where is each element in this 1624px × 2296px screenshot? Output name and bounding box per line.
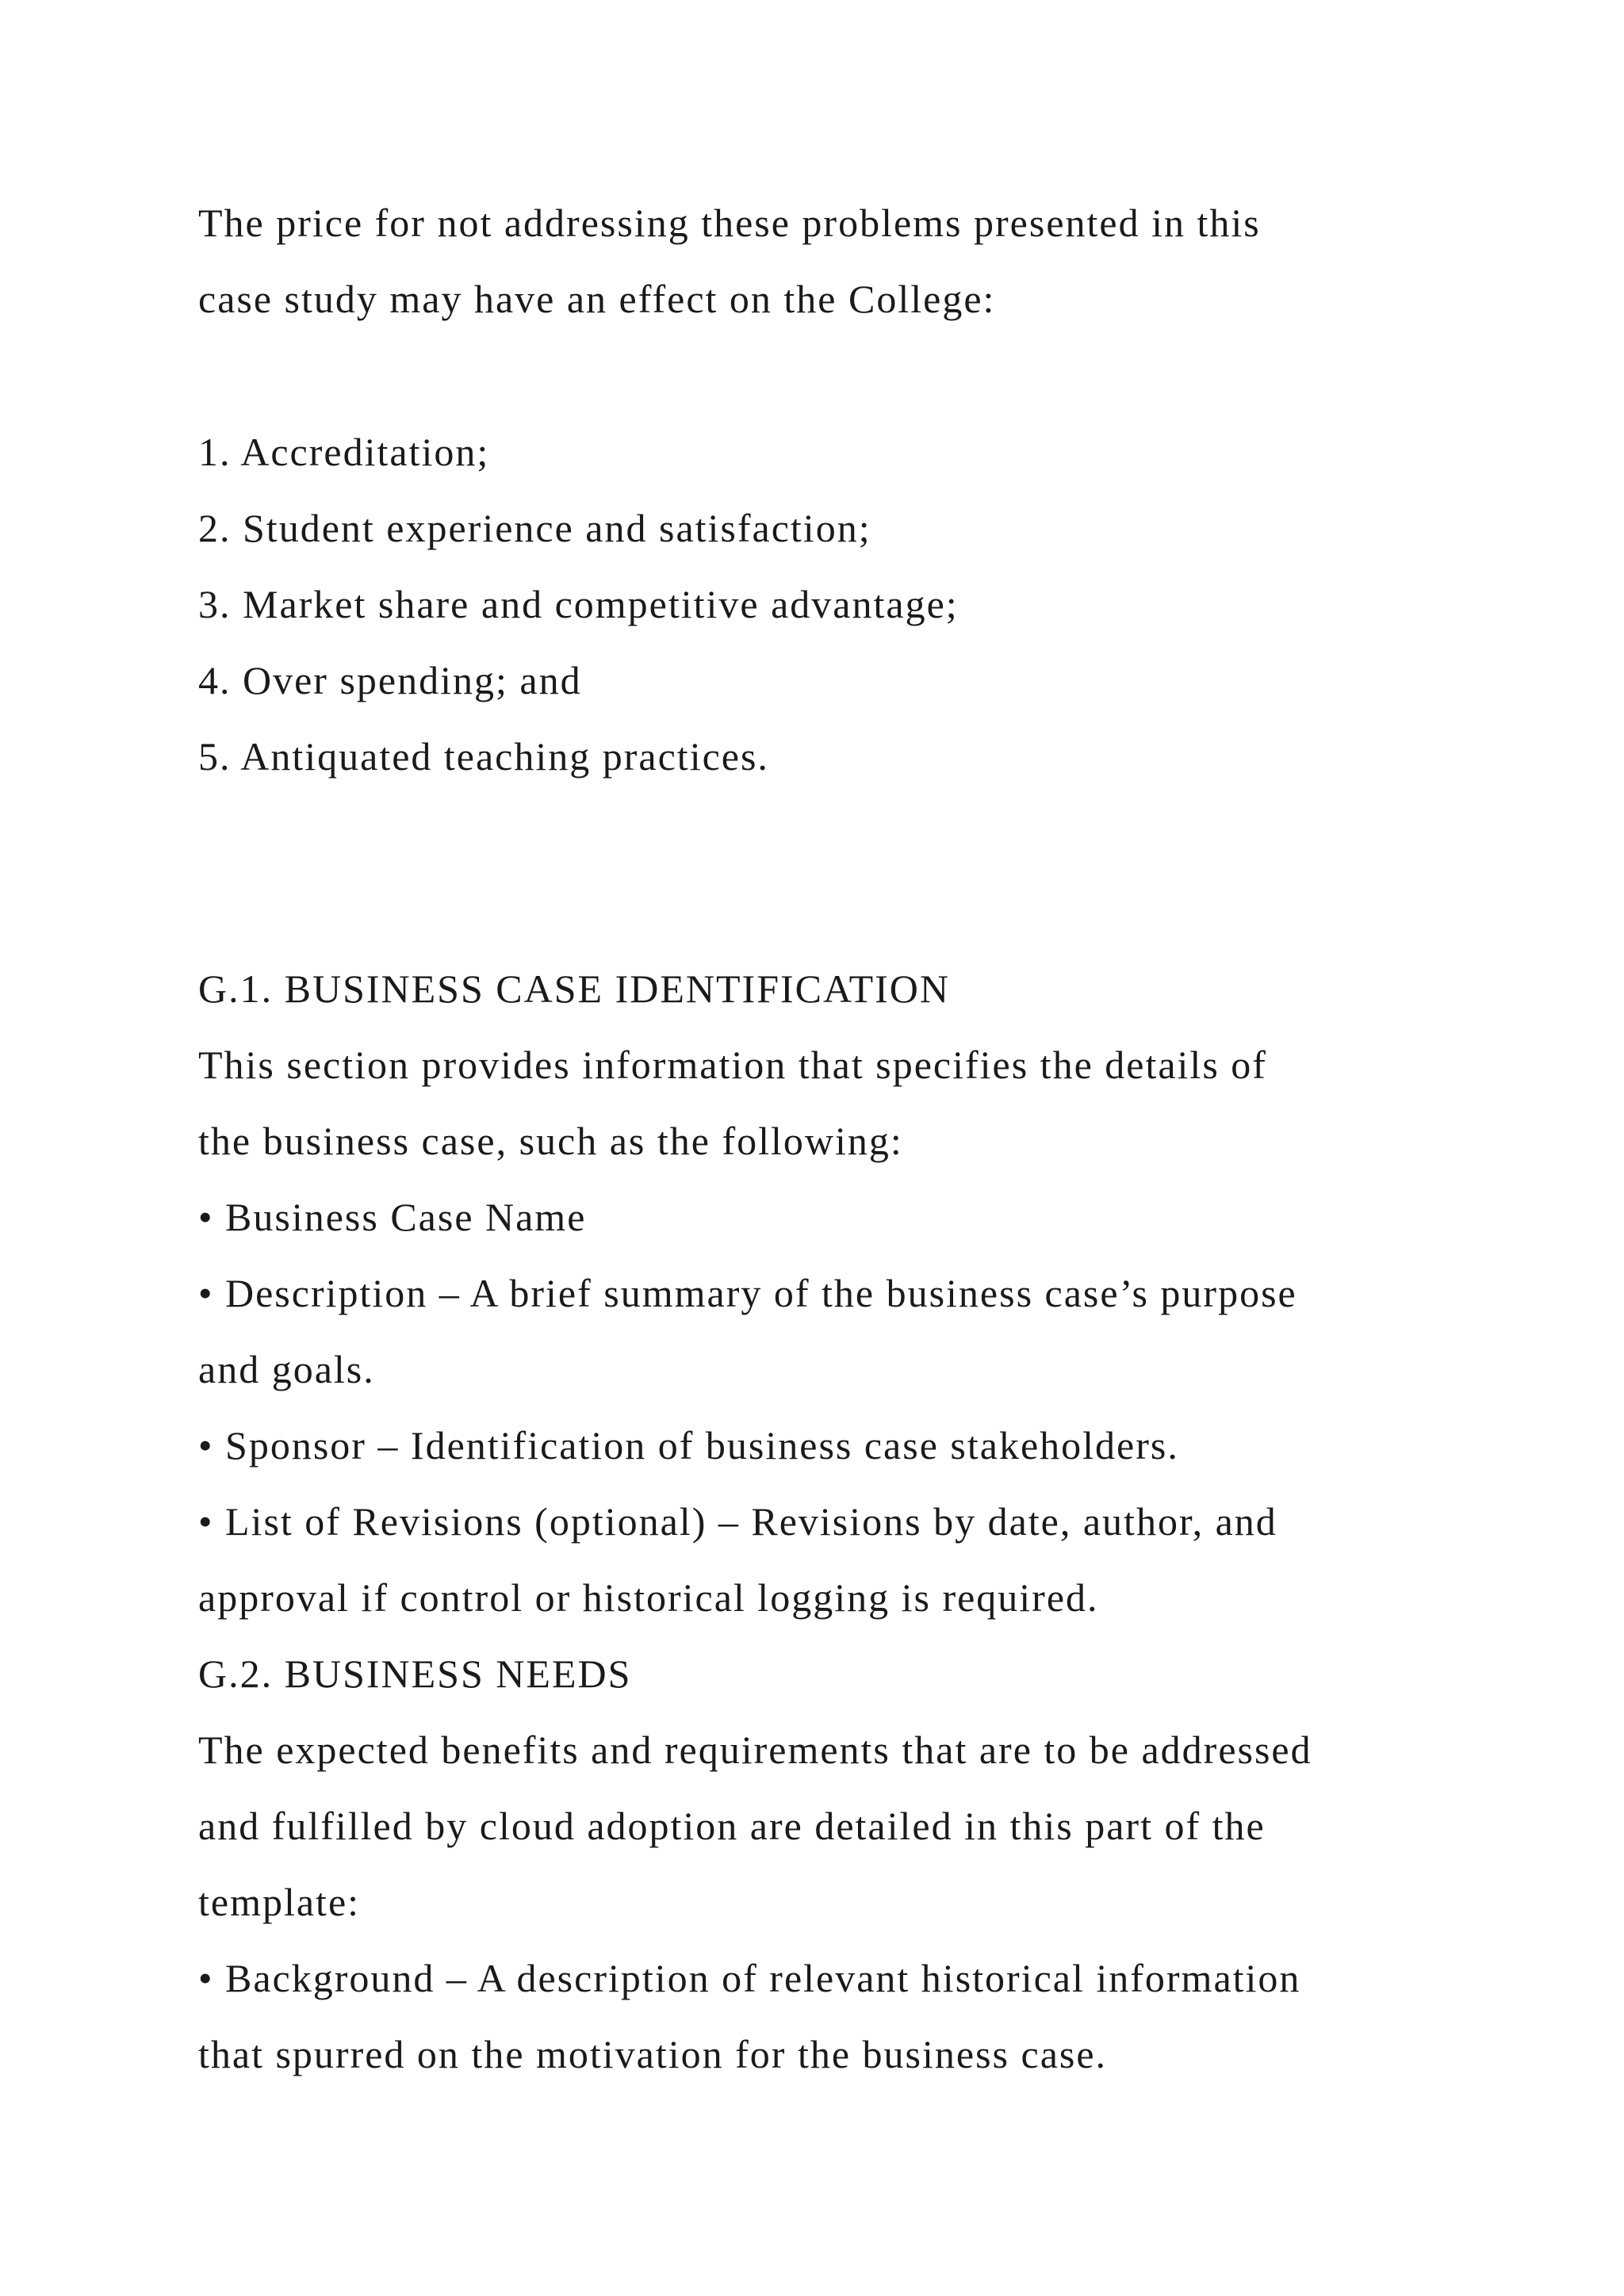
effect-list-item-1: 1. Accreditation; [198, 430, 490, 474]
bullet-background-line-2: that spurred on the motivation for the business case. [198, 2032, 1108, 2076]
section-g2-intro-line-3: template: [198, 1880, 361, 1924]
bullet-revisions-line-2: approval if control or historical logging is required. [198, 1575, 1099, 1620]
section-g2-intro-line-1: The expected benefits and requirements that are to be addressed [198, 1728, 1312, 1772]
bullet-background-line-1: • Background – A description of relevant historical information [198, 1956, 1301, 2000]
section-g1-intro-line-2: the business case, such as the following: [198, 1119, 903, 1163]
section-g2-heading: G.2. BUSINESS NEEDS [198, 1651, 632, 1696]
section-g1-intro-line-1: This section provides information that specifies the details of [198, 1043, 1267, 1087]
section-g2-intro-line-2: and fulfilled by cloud adoption are detailed in this part of the [198, 1804, 1266, 1848]
section-g1-heading: G.1. BUSINESS CASE IDENTIFICATION [198, 966, 950, 1011]
effect-list-item-4: 4. Over spending; and [198, 658, 582, 702]
bullet-business-case-name: • Business Case Name [198, 1195, 587, 1239]
bullet-description-line-1: • Description – A brief summary of the business case’s purpose [198, 1271, 1297, 1315]
effect-list-item-3: 3. Market share and competitive advantage; [198, 582, 959, 626]
intro-paragraph-line-1: The price for not addressing these problems presented in this [198, 201, 1261, 245]
bullet-sponsor: • Sponsor – Identification of business case stakeholders. [198, 1423, 1179, 1468]
bullet-revisions-line-1: • List of Revisions (optional) – Revisions by date, author, and [198, 1499, 1277, 1544]
intro-paragraph-line-2: case study may have an effect on the College: [198, 277, 996, 321]
effect-list-item-2: 2. Student experience and satisfaction; [198, 506, 871, 550]
bullet-description-line-2: and goals. [198, 1347, 375, 1391]
effect-list-item-5: 5. Antiquated teaching practices. [198, 734, 769, 779]
